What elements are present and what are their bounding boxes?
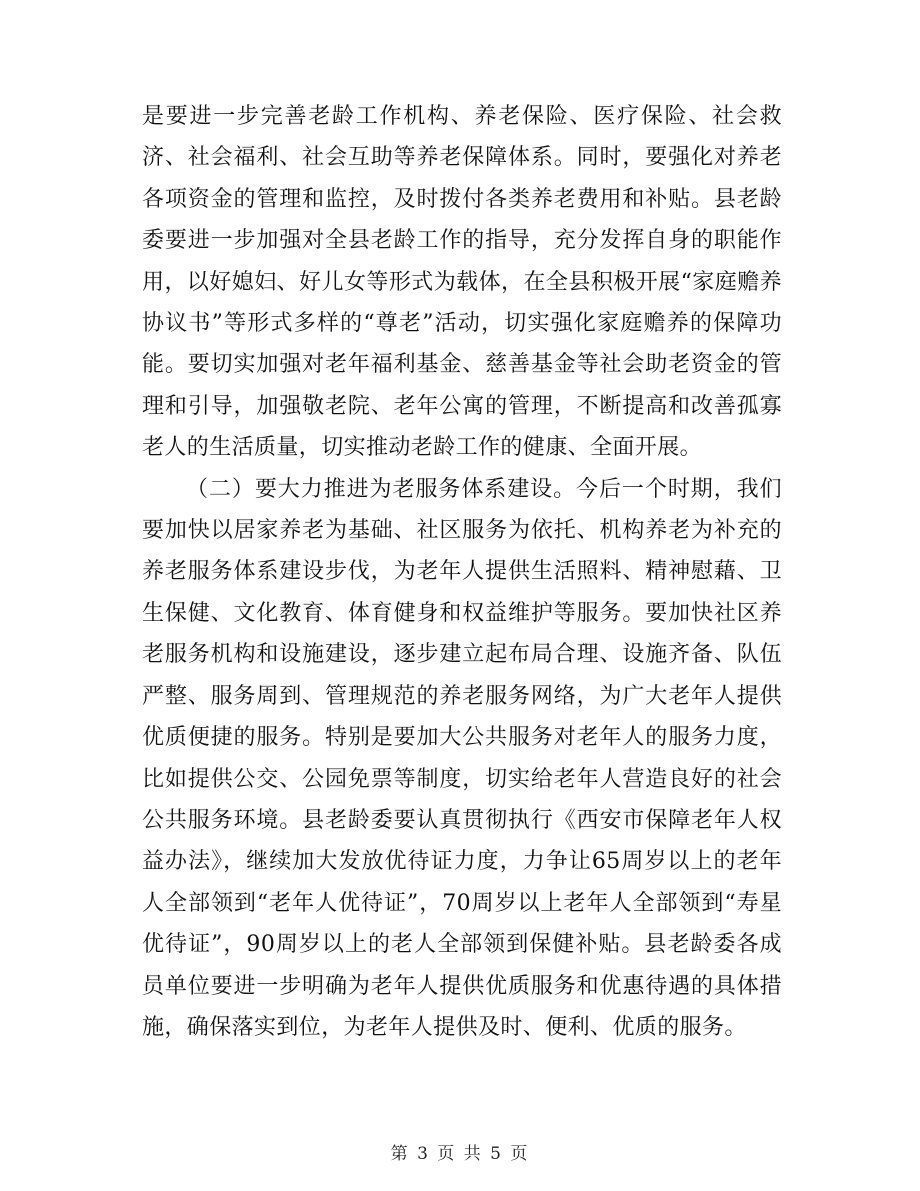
page-number-footer: 第 3 页 共 5 页 — [390, 1144, 530, 1164]
document-body — [142, 96, 782, 1048]
paragraph-continuation: 是要进一步完善老龄工作机构、养老保险、医疗保险、社会救济、社会福利、社会互助等养老保障体系。同时，要强化对养老各项资金的管理和监控，及时拨付各类养老费用和补贴。县老龄委要进一步加强对全县老龄工作的指导，充分发挥自身的职能作用，以好媳妇、好儿女等形式为载体，在全县积极开展“家庭赡养协议书”等形式多样的“尊老”活动，切实强化家庭赡养的保障功能。要切实加强对老年福利基金、慈善基金等社会助老资金的管理和引导，加强敬老院、老年公寓的管理，不断提高和改善孤寡老人的生活质量，切实推动老龄工作的健康、全面开展。 — [142, 104, 782, 461]
paragraph-section-two: （二）要大力推进为老服务体系建设。今后一个时期，我们要加快以居家养老为基础、社区服务为依托、机构养老为补充的养老服务体系建设步伐，为老年人提供生活照料、精神慰藉、卫生保健、文化教育、体育健身和权益维护等服务。要加快社区养老服务机构和设施建设，逐步建立起布局合理、设施齐备、队伍严整、服务周到、管理规范的养老服务网络，为广大老年人提供优质便捷的服务。特别是要加大公共服务对老年人的服务力度，比如提供公交、公园免票等制度，切实给老年人营造良好的社会公共服务环境。县老龄委要认真贯彻执行《西安市保障老年人权益办法》，继续加大发放优待证力度，力争让65周岁以上的老年人全部领到“老年人优待证”，70周岁以上老年人全部领到“寿星优待证”，90周岁以上的老人全部领到保健补贴。县老龄委各成员单位要进一步明确为老年人提供优质服务和优惠待遇的具体措施，确保落实到位，为老年人提供及时、便利、优质的服务。 — [142, 476, 782, 1040]
